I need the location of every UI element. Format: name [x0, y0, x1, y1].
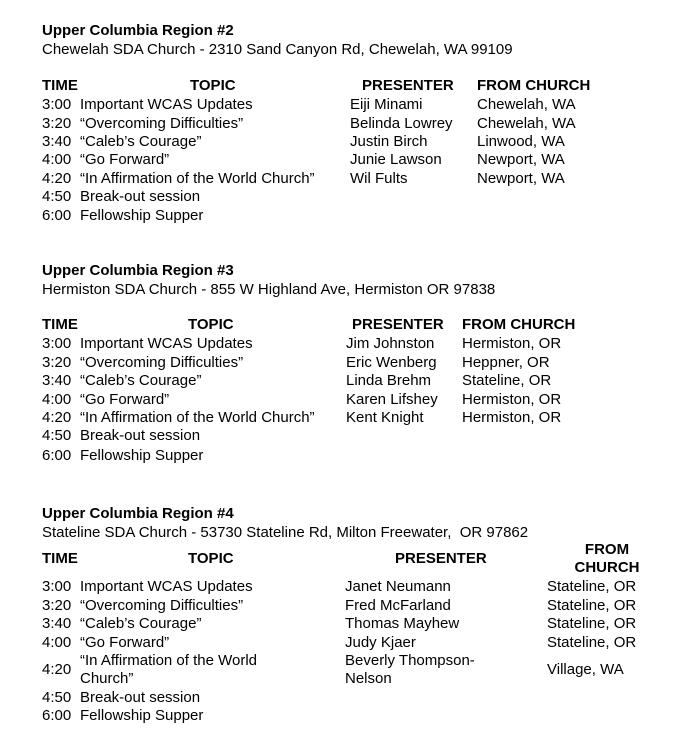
row-topic: Fellowship Supper — [80, 207, 204, 224]
row-topic-line2: Church” — [80, 670, 134, 687]
row-time: 3:00 — [42, 335, 72, 352]
row-time: 4:50 — [42, 689, 72, 706]
row-presenter: Jim Johnston — [346, 335, 435, 352]
row-presenter: Eiji Minami — [350, 96, 423, 113]
row-time: 6:00 — [42, 207, 72, 224]
row-topic: Fellowship Supper — [80, 447, 204, 464]
header-from-church-line1: FROM — [584, 541, 630, 558]
row-topic-line1: “In Affirmation of the World — [80, 652, 258, 669]
row-topic: Break-out session — [80, 188, 201, 205]
row-church: Stateline, OR — [462, 372, 552, 389]
row-topic: “Caleb’s Courage” — [80, 133, 202, 150]
row-church: Newport, WA — [477, 170, 565, 187]
row-topic: “Caleb’s Courage” — [80, 615, 202, 632]
row-time: 3:00 — [42, 578, 72, 595]
row-church: Hermiston, OR — [462, 391, 562, 408]
row-church: Heppner, OR — [462, 354, 550, 371]
row-presenter: Fred McFarland — [345, 597, 451, 614]
row-topic: “Overcoming Difficulties” — [80, 115, 244, 132]
row-time: 4:50 — [42, 427, 72, 444]
header-time: TIME — [42, 550, 78, 567]
row-presenter: Linda Brehm — [346, 372, 432, 389]
row-presenter: Junie Lawson — [350, 151, 442, 168]
row-presenter-line1: Beverly Thompson- — [345, 652, 475, 669]
row-topic: Break-out session — [80, 427, 201, 444]
row-presenter: Belinda Lowrey — [350, 115, 453, 132]
row-time: 3:40 — [42, 133, 72, 150]
row-church: Stateline, OR — [547, 615, 637, 632]
row-church: Stateline, OR — [547, 597, 637, 614]
row-church: Chewelah, WA — [477, 96, 576, 113]
church-address: Hermiston SDA Church - 855 W Highland Ave, Hermiston OR 97838 — [42, 281, 496, 298]
region-title: Upper Columbia Region #3 — [42, 262, 234, 279]
row-time: 3:20 — [42, 597, 72, 614]
church-address: Stateline SDA Church - 53730 Stateline Rd, Milton Freewater, OR 97862 — [42, 524, 529, 541]
row-church: Linwood, WA — [477, 133, 565, 150]
row-time: 6:00 — [42, 447, 72, 464]
row-topic: “Overcoming Difficulties” — [80, 354, 244, 371]
row-presenter: Janet Neumann — [345, 578, 451, 595]
header-time: TIME — [42, 316, 78, 333]
row-topic: Important WCAS Updates — [80, 96, 253, 113]
row-time: 4:20 — [42, 661, 72, 678]
row-church: Village, WA — [547, 661, 624, 678]
row-presenter: Wil Fults — [350, 170, 408, 187]
row-time: 4:00 — [42, 151, 72, 168]
row-topic: Break-out session — [80, 689, 201, 706]
row-topic: “Caleb’s Courage” — [80, 372, 202, 389]
header-presenter: PRESENTER — [395, 550, 487, 567]
church-address: Chewelah SDA Church - 2310 Sand Canyon Rd, Chewelah, WA 99109 — [42, 41, 513, 58]
row-church: Hermiston, OR — [462, 409, 562, 426]
row-time: 3:20 — [42, 115, 72, 132]
row-topic: “In Affirmation of the World Church” — [80, 409, 315, 426]
region-title: Upper Columbia Region #4 — [42, 505, 234, 522]
row-church: Stateline, OR — [547, 578, 637, 595]
row-presenter: Judy Kjaer — [345, 634, 416, 651]
header-presenter: PRESENTER — [352, 316, 444, 333]
row-time: 3:40 — [42, 615, 72, 632]
row-time: 4:50 — [42, 188, 72, 205]
row-time: 4:20 — [42, 170, 72, 187]
row-topic: Important WCAS Updates — [80, 578, 253, 595]
row-church: Chewelah, WA — [477, 115, 576, 132]
row-topic: “In Affirmation of the World Church” — [80, 170, 315, 187]
row-presenter: Kent Knight — [346, 409, 424, 426]
header-from-church-line2: CHURCH — [574, 559, 640, 576]
row-topic: “Go Forward” — [80, 151, 170, 168]
row-time: 4:00 — [42, 391, 72, 408]
row-presenter: Thomas Mayhew — [345, 615, 460, 632]
row-topic: Important WCAS Updates — [80, 335, 253, 352]
row-topic: “Overcoming Difficulties” — [80, 597, 244, 614]
row-church: Hermiston, OR — [462, 335, 562, 352]
row-presenter-line2: Nelson — [345, 670, 392, 687]
region-title: Upper Columbia Region #2 — [42, 22, 234, 39]
header-topic: TOPIC — [188, 316, 234, 333]
row-presenter: Eric Wenberg — [346, 354, 437, 371]
row-time: 3:20 — [42, 354, 72, 371]
header-from-church: FROM CHURCH — [477, 77, 591, 94]
row-topic: “Go Forward” — [80, 391, 170, 408]
header-presenter: PRESENTER — [362, 77, 454, 94]
row-topic: Fellowship Supper — [80, 707, 204, 724]
row-presenter: Justin Birch — [350, 133, 428, 150]
header-time: TIME — [42, 77, 78, 94]
row-topic: “Go Forward” — [80, 634, 170, 651]
header-topic: TOPIC — [190, 77, 236, 94]
row-time: 3:00 — [42, 96, 72, 113]
row-time: 6:00 — [42, 707, 72, 724]
row-time: 4:00 — [42, 634, 72, 651]
header-from-church: FROM CHURCH — [462, 316, 576, 333]
row-church: Newport, WA — [477, 151, 565, 168]
row-presenter: Karen Lifshey — [346, 391, 438, 408]
row-time: 4:20 — [42, 409, 72, 426]
row-church: Stateline, OR — [547, 634, 637, 651]
header-topic: TOPIC — [188, 550, 234, 567]
row-time: 3:40 — [42, 372, 72, 389]
